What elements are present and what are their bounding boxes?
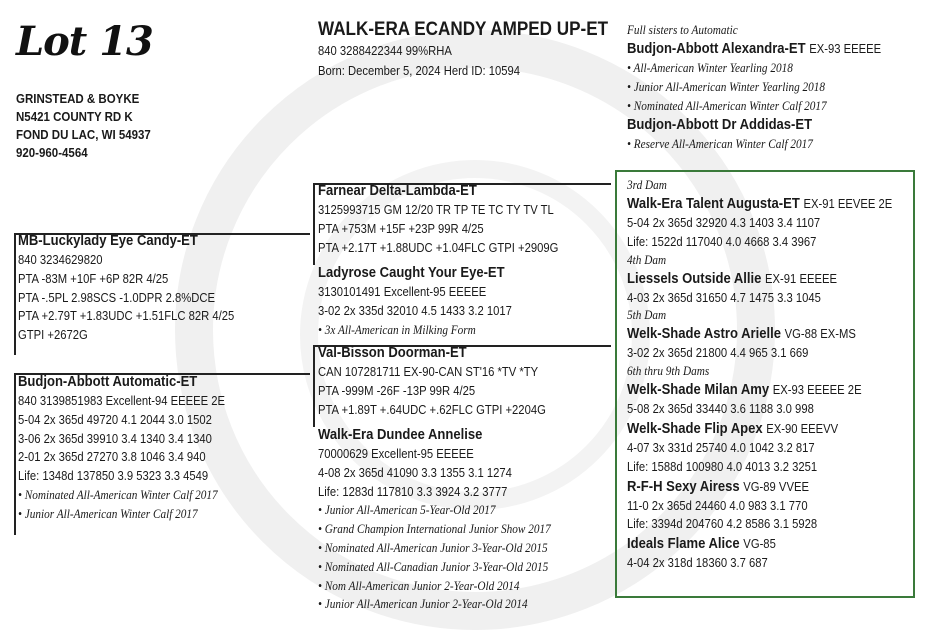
consignor-line: 920-960-4564	[16, 146, 88, 160]
ancestor-record: 5-08 2x 365d 33440 3.6 1188 3.0 998	[627, 402, 814, 417]
ancestor-classification: VG-89 VVEE	[743, 479, 809, 494]
dam-line: 2-01 2x 365d 27270 3.8 1046 3.4 940	[18, 450, 206, 465]
animal-name: WALK-ERA ECANDY AMPED UP-ET	[318, 19, 609, 40]
ancestor-classification: EX-93 EEEEE 2E	[772, 383, 862, 398]
ancestor-name: Walk-Era Talent Augusta-ET	[627, 196, 800, 212]
ancestor-record: Life: 1588d 100980 4.0 4013 3.2 3251	[627, 459, 818, 474]
sister-classification: EX-93 EEEEE	[809, 42, 882, 56]
dam-dam-award: • Grand Champion International Junior Show 2017	[318, 522, 551, 537]
ancestor-record: 4-03 2x 365d 31650 4.7 1475 3.3 1045	[627, 290, 821, 305]
dam-sire-line: PTA -999M -26F -13P 99R 4/25	[318, 383, 476, 398]
sire-name: MB-Luckylady Eye Candy-ET	[18, 233, 198, 249]
ancestor-record: 4-04 2x 318d 18360 3.7 687	[627, 556, 768, 571]
sister-award: • Nominated All-American Winter Calf 2017	[627, 98, 827, 113]
sire-sire-line: PTA +2.17T +1.88UDC +1.04FLC GTPI +2909G	[318, 240, 559, 255]
dam-dam-award: • Junior All-American Junior 2-Year-Old 2014	[318, 597, 528, 612]
ancestor-classification: EX-90 EEEVV	[766, 421, 839, 436]
sire-sire-name: Farnear Delta-Lambda-ET	[318, 183, 477, 199]
dam-generation-label: 5th Dam	[627, 308, 667, 323]
dam-block	[18, 372, 225, 524]
dam-line: Life: 1348d 137850 3.9 5323 3.3 4549	[18, 469, 209, 484]
sire-line: 840 3234629820	[18, 253, 103, 267]
consignor-line: GRINSTEAD & BOYKE	[16, 92, 140, 106]
dam-name: Budjon-Abbott Automatic-ET	[18, 374, 198, 390]
sire-dam-line: 3130101491 Excellent-95 EEEEE	[318, 285, 487, 299]
sister-award: • All-American Winter Yearling 2018	[627, 61, 793, 75]
ancestor-name: Liessels Outside Allie	[627, 270, 762, 287]
dam-award: • Nominated All-American Winter Calf 2017	[18, 487, 218, 502]
sire-sire-line: 3125993715 GM 12/20 TR TP TE TC TY TV TL	[318, 203, 554, 217]
dam-generation-label: 4th Dam	[627, 252, 667, 267]
dam-dam-line: Life: 1283d 117810 3.3 3924 3.2 3777	[318, 484, 508, 499]
sister-award: • Junior All-American Winter Yearling 2018	[627, 79, 826, 94]
ancestor-name: Welk-Shade Flip Apex	[627, 420, 763, 437]
full-sisters-block	[627, 22, 881, 154]
dam-dam-award: • Nominated All-American Junior 3-Year-Old 2015	[318, 540, 548, 555]
sister-award: • Reserve All-American Winter Calf 2017	[627, 137, 813, 152]
dam-line: 5-04 2x 365d 49720 4.1 2044 3.0 1502	[18, 412, 212, 427]
sire-dam-name: Ladyrose Caught Your Eye-ET	[318, 265, 505, 281]
sire-block	[18, 231, 234, 345]
dam-generation-label: 6th thru 9th Dams	[627, 364, 710, 379]
ancestor-record: Life: 3394d 204760 4.2 8586 3.1 5928	[627, 517, 818, 532]
sire-dam-block	[318, 263, 512, 339]
ancestor-name: Welk-Shade Astro Arielle	[627, 326, 781, 343]
ancestor-record: 5-04 2x 365d 32920 4.3 1403 3.4 1107	[627, 216, 821, 230]
sire-line: PTA -.5PL 2.98SCS -1.0DPR 2.8%DCE	[18, 290, 215, 305]
sister-name: Budjon-Abbott Dr Addidas-ET	[627, 117, 813, 134]
consignor-line: N5421 COUNTY RD K	[16, 110, 133, 124]
animal-born: Born: December 5, 2024 Herd ID: 10594	[318, 64, 520, 78]
ancestor-name: Ideals Flame Alice	[627, 536, 740, 553]
ancestor-classification: EX-91 EEVEE 2E	[803, 197, 893, 211]
dam-sire-block	[318, 343, 546, 419]
dam-generation-label: 3rd Dam	[627, 178, 667, 192]
sister-name: Budjon-Abbott Alexandra-ET	[627, 41, 806, 57]
maternal-dams-block	[627, 177, 892, 573]
ancestor-record: 3-02 2x 365d 21800 4.4 965 3.1 669	[627, 346, 809, 361]
consignor-block	[16, 90, 151, 162]
sire-sire-line: PTA +753M +15F +23P 99R 4/25	[318, 221, 484, 236]
sire-dam-award: • 3x All-American in Milking Form	[318, 322, 476, 337]
dam-line: 840 3139851983 Excellent-94 EEEEE 2E	[18, 394, 226, 408]
dam-dam-block	[318, 425, 551, 614]
ancestor-classification: EX-91 EEEEE	[765, 271, 837, 286]
full-sisters-heading: Full sisters to Automatic	[627, 23, 738, 37]
sire-line: PTA -83M +10F +6P 82R 4/25	[18, 271, 169, 286]
dam-dam-line: 70000629 Excellent-95 EEEEE	[318, 447, 474, 461]
dam-dam-line: 4-08 2x 365d 41090 3.3 1355 3.1 1274	[318, 465, 512, 480]
ancestor-record: 11-0 2x 365d 24460 4.0 983 3.1 770	[627, 498, 808, 513]
dam-sire-line: PTA +1.89T +.64UDC +.62FLC GTPI +2204G	[318, 402, 546, 417]
dam-sire-line: CAN 107281711 EX-90-CAN ST'16 *TV *TY	[318, 365, 539, 379]
ancestor-classification: VG-85	[743, 537, 776, 552]
dam-sire-name: Val-Bisson Doorman-ET	[318, 345, 467, 361]
ancestor-record: Life: 1522d 117040 4.0 4668 3.4 3967	[627, 234, 817, 249]
ancestor-record: 4-07 3x 331d 25740 4.0 1042 3.2 817	[627, 440, 815, 455]
sire-sire-block	[318, 181, 558, 257]
dam-dam-name: Walk-Era Dundee Annelise	[318, 427, 483, 443]
lot-number: Lot 13	[16, 18, 153, 65]
dam-award: • Junior All-American Winter Calf 2017	[18, 506, 198, 521]
dam-dam-award: • Nom All-American Junior 2-Year-Old 2014	[318, 578, 520, 593]
sire-line: PTA +2.79T +1.83UDC +1.51FLC 82R 4/25	[18, 309, 235, 324]
consignor-line: FOND DU LAC, WI 54937	[16, 128, 151, 142]
ancestor-classification: VG-88 EX-MS	[784, 327, 856, 342]
sire-dam-line: 3-02 2x 335d 32010 4.5 1433 3.2 1017	[318, 303, 512, 318]
ancestor-name: R-F-H Sexy Airess	[627, 478, 740, 495]
dam-dam-award: • Nominated All-Canadian Junior 3-Year-Old 2015	[318, 559, 549, 574]
dam-dam-award: • Junior All-American 5-Year-Old 2017	[318, 503, 496, 518]
sire-line: GTPI +2672G	[18, 328, 88, 343]
dam-line: 3-06 2x 365d 39910 3.4 1340 3.4 1340	[18, 431, 212, 446]
animal-registration: 840 3288422344 99%RHA	[318, 44, 452, 58]
ancestor-name: Welk-Shade Milan Amy	[627, 382, 770, 399]
